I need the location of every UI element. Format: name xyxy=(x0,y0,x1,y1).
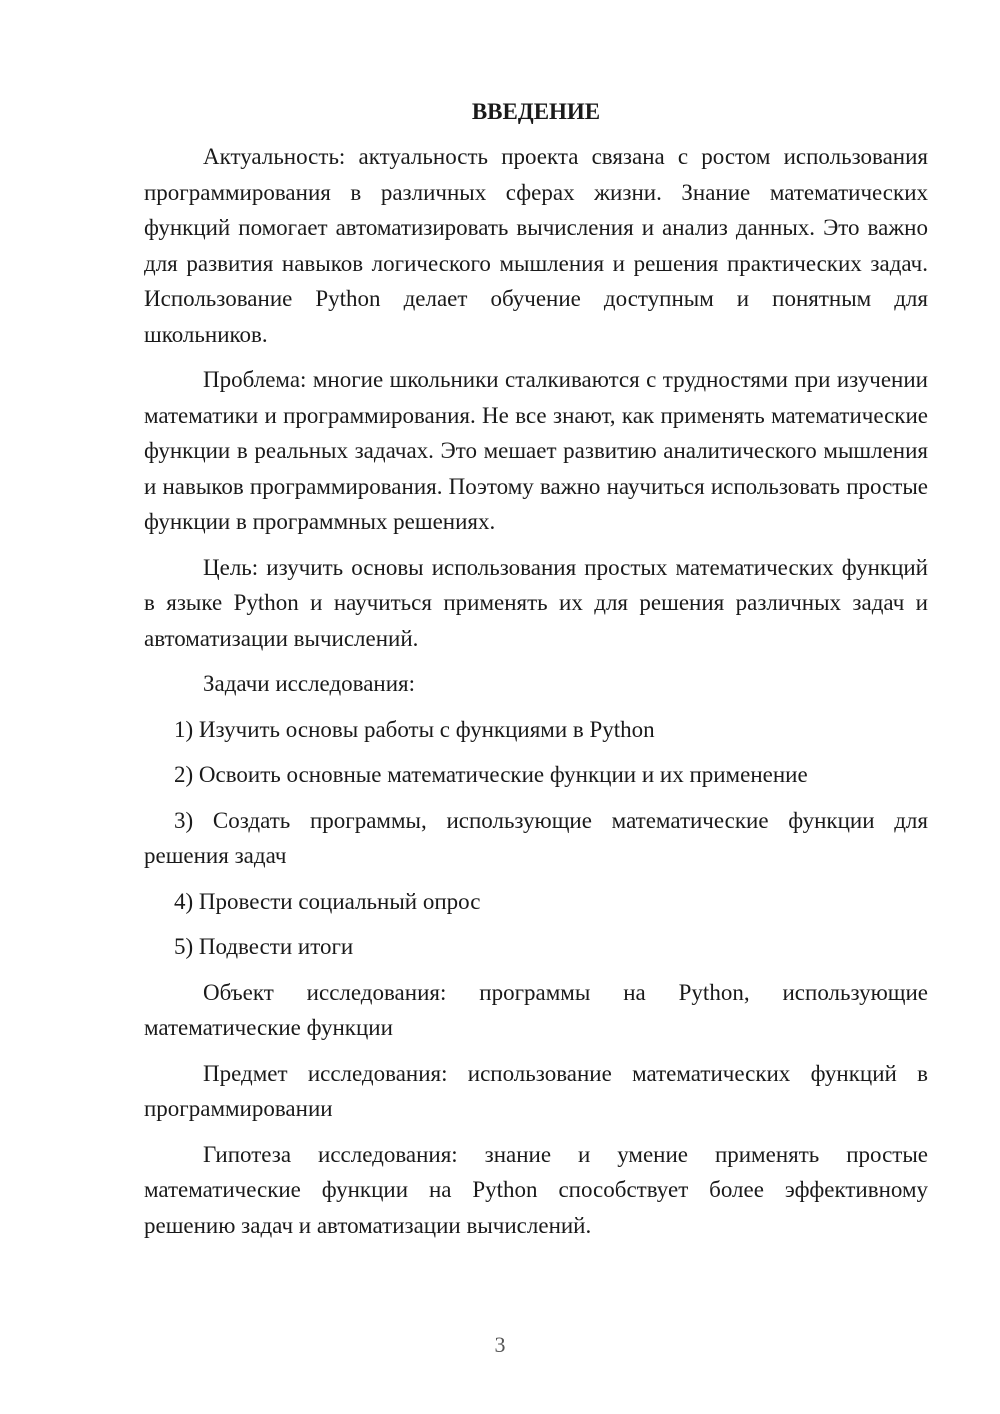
task-item-2: 2) Освоить основные математические функции и их применение xyxy=(174,762,808,787)
paragraph-relevance: Актуальность: актуальность проекта связана с ростом использования программирования в различных сферах жизни. Знание математических функций помогает автоматизировать вычисления и анализ данных. Это важно для развития навыков логического мышления и решения практических задач. Использование Python делает обучение доступным и понятным для школьников. xyxy=(144,144,928,347)
section-title: ВВЕДЕНИЕ xyxy=(471,99,601,124)
paragraph-problem: Проблема: многие школьники сталкиваются с трудностями при изучении математики и программирования. Не все знают, как применять математические функции в реальных задачах. Это мешает развитию аналитического мышления и навыков программирования. Поэтому важно научиться использовать простые функции в программных решениях. xyxy=(144,367,928,534)
page-content xyxy=(144,94,928,1253)
paragraph-hypothesis: Гипотеза исследования: знание и умение применять простые математические функции на Python способствует более эффективному решению задач и автоматизации вычислений. xyxy=(144,1141,928,1238)
task-item-1: 1) Изучить основы работы с функциями в Python xyxy=(174,716,655,742)
paragraph-goal: Цель: изучить основы использования простых математических функций в языке Python и научиться применять их для решения различных задач и автоматизации вычислений. xyxy=(144,554,928,651)
page-number: 3 xyxy=(494,1332,506,1357)
task-item-3: 3) Создать программы, использующие математические функции для решения задач xyxy=(144,807,928,868)
paragraph-subject: Предмет исследования: использование математических функций в программировании xyxy=(144,1060,928,1121)
tasks-heading: Задачи исследования: xyxy=(203,671,416,696)
task-item-5: 5) Подвести итоги xyxy=(174,934,354,959)
paragraph-object: Объект исследования: программы на Python, использующие математические функции xyxy=(144,979,928,1040)
task-item-4: 4) Провести социальный опрос xyxy=(174,888,481,914)
